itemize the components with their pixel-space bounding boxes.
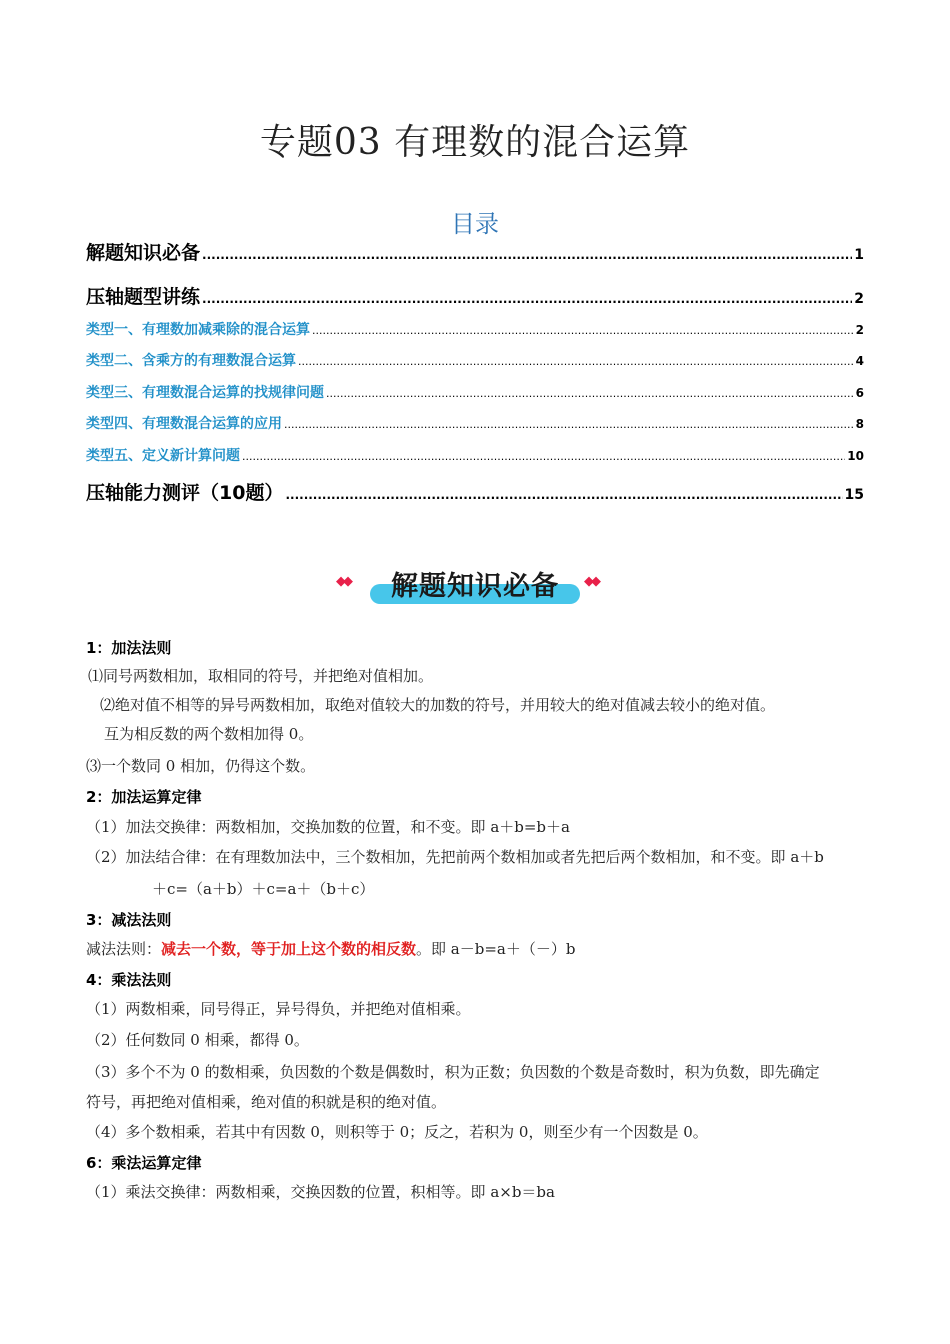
paragraph-line: ⑵绝对值不相等的异号两数相加，取绝对值较大的加数的符号，并用较大的绝对值减去较小的绝对值。 (100, 696, 776, 714)
toc-leader-dots (326, 387, 854, 400)
toc-item-page: 6 (855, 386, 864, 400)
rule-prefix: 减法法则： (86, 940, 162, 958)
toc-item-label: 解题知识必备 (86, 242, 201, 264)
toc-item-type-3[interactable] (86, 382, 864, 402)
section-heading: 1：加法法则 (86, 639, 172, 657)
paragraph-line: （4）多个数相乘，若其中有因数 0，则积等于 0；反之，若积为 0，则至少有一个因数是 0。 (86, 1123, 708, 1141)
toc-item-page: 10 (847, 449, 864, 463)
toc-item-page: 15 (844, 487, 864, 503)
toc-item-type-4[interactable] (86, 413, 864, 433)
toc-item-knowledge[interactable] (86, 238, 864, 265)
paragraph-line: 符号，再把绝对值相乘，绝对值的积就是积的绝对值。 (86, 1093, 447, 1111)
toc-item-type-2[interactable] (86, 350, 864, 370)
toc-item-type-5[interactable] (86, 445, 864, 465)
toc-item-label: 类型二、含乘方的有理数混合运算 (86, 353, 296, 369)
paragraph-line: （2）任何数同 0 相乘，都得 0。 (86, 1031, 309, 1049)
rule-suffix: 。即 a－b=a＋（－）b (416, 940, 576, 958)
toc-item-label: 类型一、有理数加减乘除的混合运算 (86, 322, 310, 338)
toc-item-label: 类型三、有理数混合运算的找规律问题 (86, 385, 324, 401)
toc-item-page: 8 (855, 417, 864, 431)
page-title: 专题03 有理数的混合运算 (259, 122, 691, 163)
subtraction-rule-line (86, 938, 575, 959)
paragraph-line: （1）乘法交换律：两数相乘，交换因数的位置，积相等。即 a×b＝ba (86, 1183, 555, 1201)
toc-leader-dots (284, 418, 854, 431)
toc-item-type-1[interactable] (86, 319, 864, 339)
paragraph-line: （1）两数相乘，同号得正，异号得负，并把绝对值相乘。 (86, 1000, 471, 1018)
toc-item-page: 1 (854, 247, 864, 263)
toc-leader-dots (285, 488, 842, 502)
banner-title: 解题知识必备 (391, 571, 559, 602)
section-heading: 4：乘法法则 (86, 971, 172, 989)
paragraph-line: ＋c=（a＋b）＋c=a＋（b＋c） (152, 880, 375, 898)
toc-item-label: 类型五、定义新计算问题 (86, 448, 240, 464)
paragraph-line: ⑴同号两数相加，取相同的符号，并把绝对值相加。 (88, 667, 434, 685)
paragraph-line: （2）加法结合律：在有理数加法中，三个数相加，先把前两个数相加或者先把后两个数相加，和不变。即 a＋b (86, 848, 824, 866)
paragraph-line: ⑶一个数同 0 相加，仍得这个数。 (86, 757, 316, 775)
paragraph-line: （1）加法交换律：两数相加，交换加数的位置，和不变。即 a＋b=b＋a (86, 818, 570, 836)
toc-item-label: 压轴能力测评（10题） (86, 482, 284, 504)
paragraph-line: 互为相反数的两个数相加得 0。 (104, 725, 314, 743)
highlighted-rule: 减去一个数，等于加上这个数的相反数 (161, 940, 417, 958)
diamond-icon: ◆◆ (336, 574, 350, 589)
toc-leader-dots (202, 292, 852, 306)
toc-item-label: 压轴题型讲练 (86, 286, 201, 308)
toc-leader-dots (298, 355, 854, 368)
section-banner (330, 562, 620, 608)
toc-item-assessment[interactable] (86, 478, 864, 505)
section-heading: 3：减法法则 (86, 911, 172, 929)
toc-leader-dots (202, 248, 852, 262)
toc-item-page: 2 (855, 323, 864, 337)
toc-item-page: 4 (855, 354, 864, 368)
paragraph-line: （3）多个不为 0 的数相乘，负因数的个数是偶数时，积为正数；负因数的个数是奇数时，积为负数，即先确定 (86, 1063, 820, 1081)
toc-item-label: 类型四、有理数混合运算的应用 (86, 416, 282, 432)
toc-item-page: 2 (854, 291, 864, 307)
toc-leader-dots (312, 324, 854, 337)
toc-leader-dots (242, 450, 845, 463)
toc-item-practice[interactable] (86, 282, 864, 309)
diamond-icon: ◆◆ (584, 574, 598, 589)
toc-heading: 目录 (451, 210, 499, 238)
section-heading: 2：加法运算定律 (86, 788, 202, 806)
section-heading: 6：乘法运算定律 (86, 1154, 202, 1172)
